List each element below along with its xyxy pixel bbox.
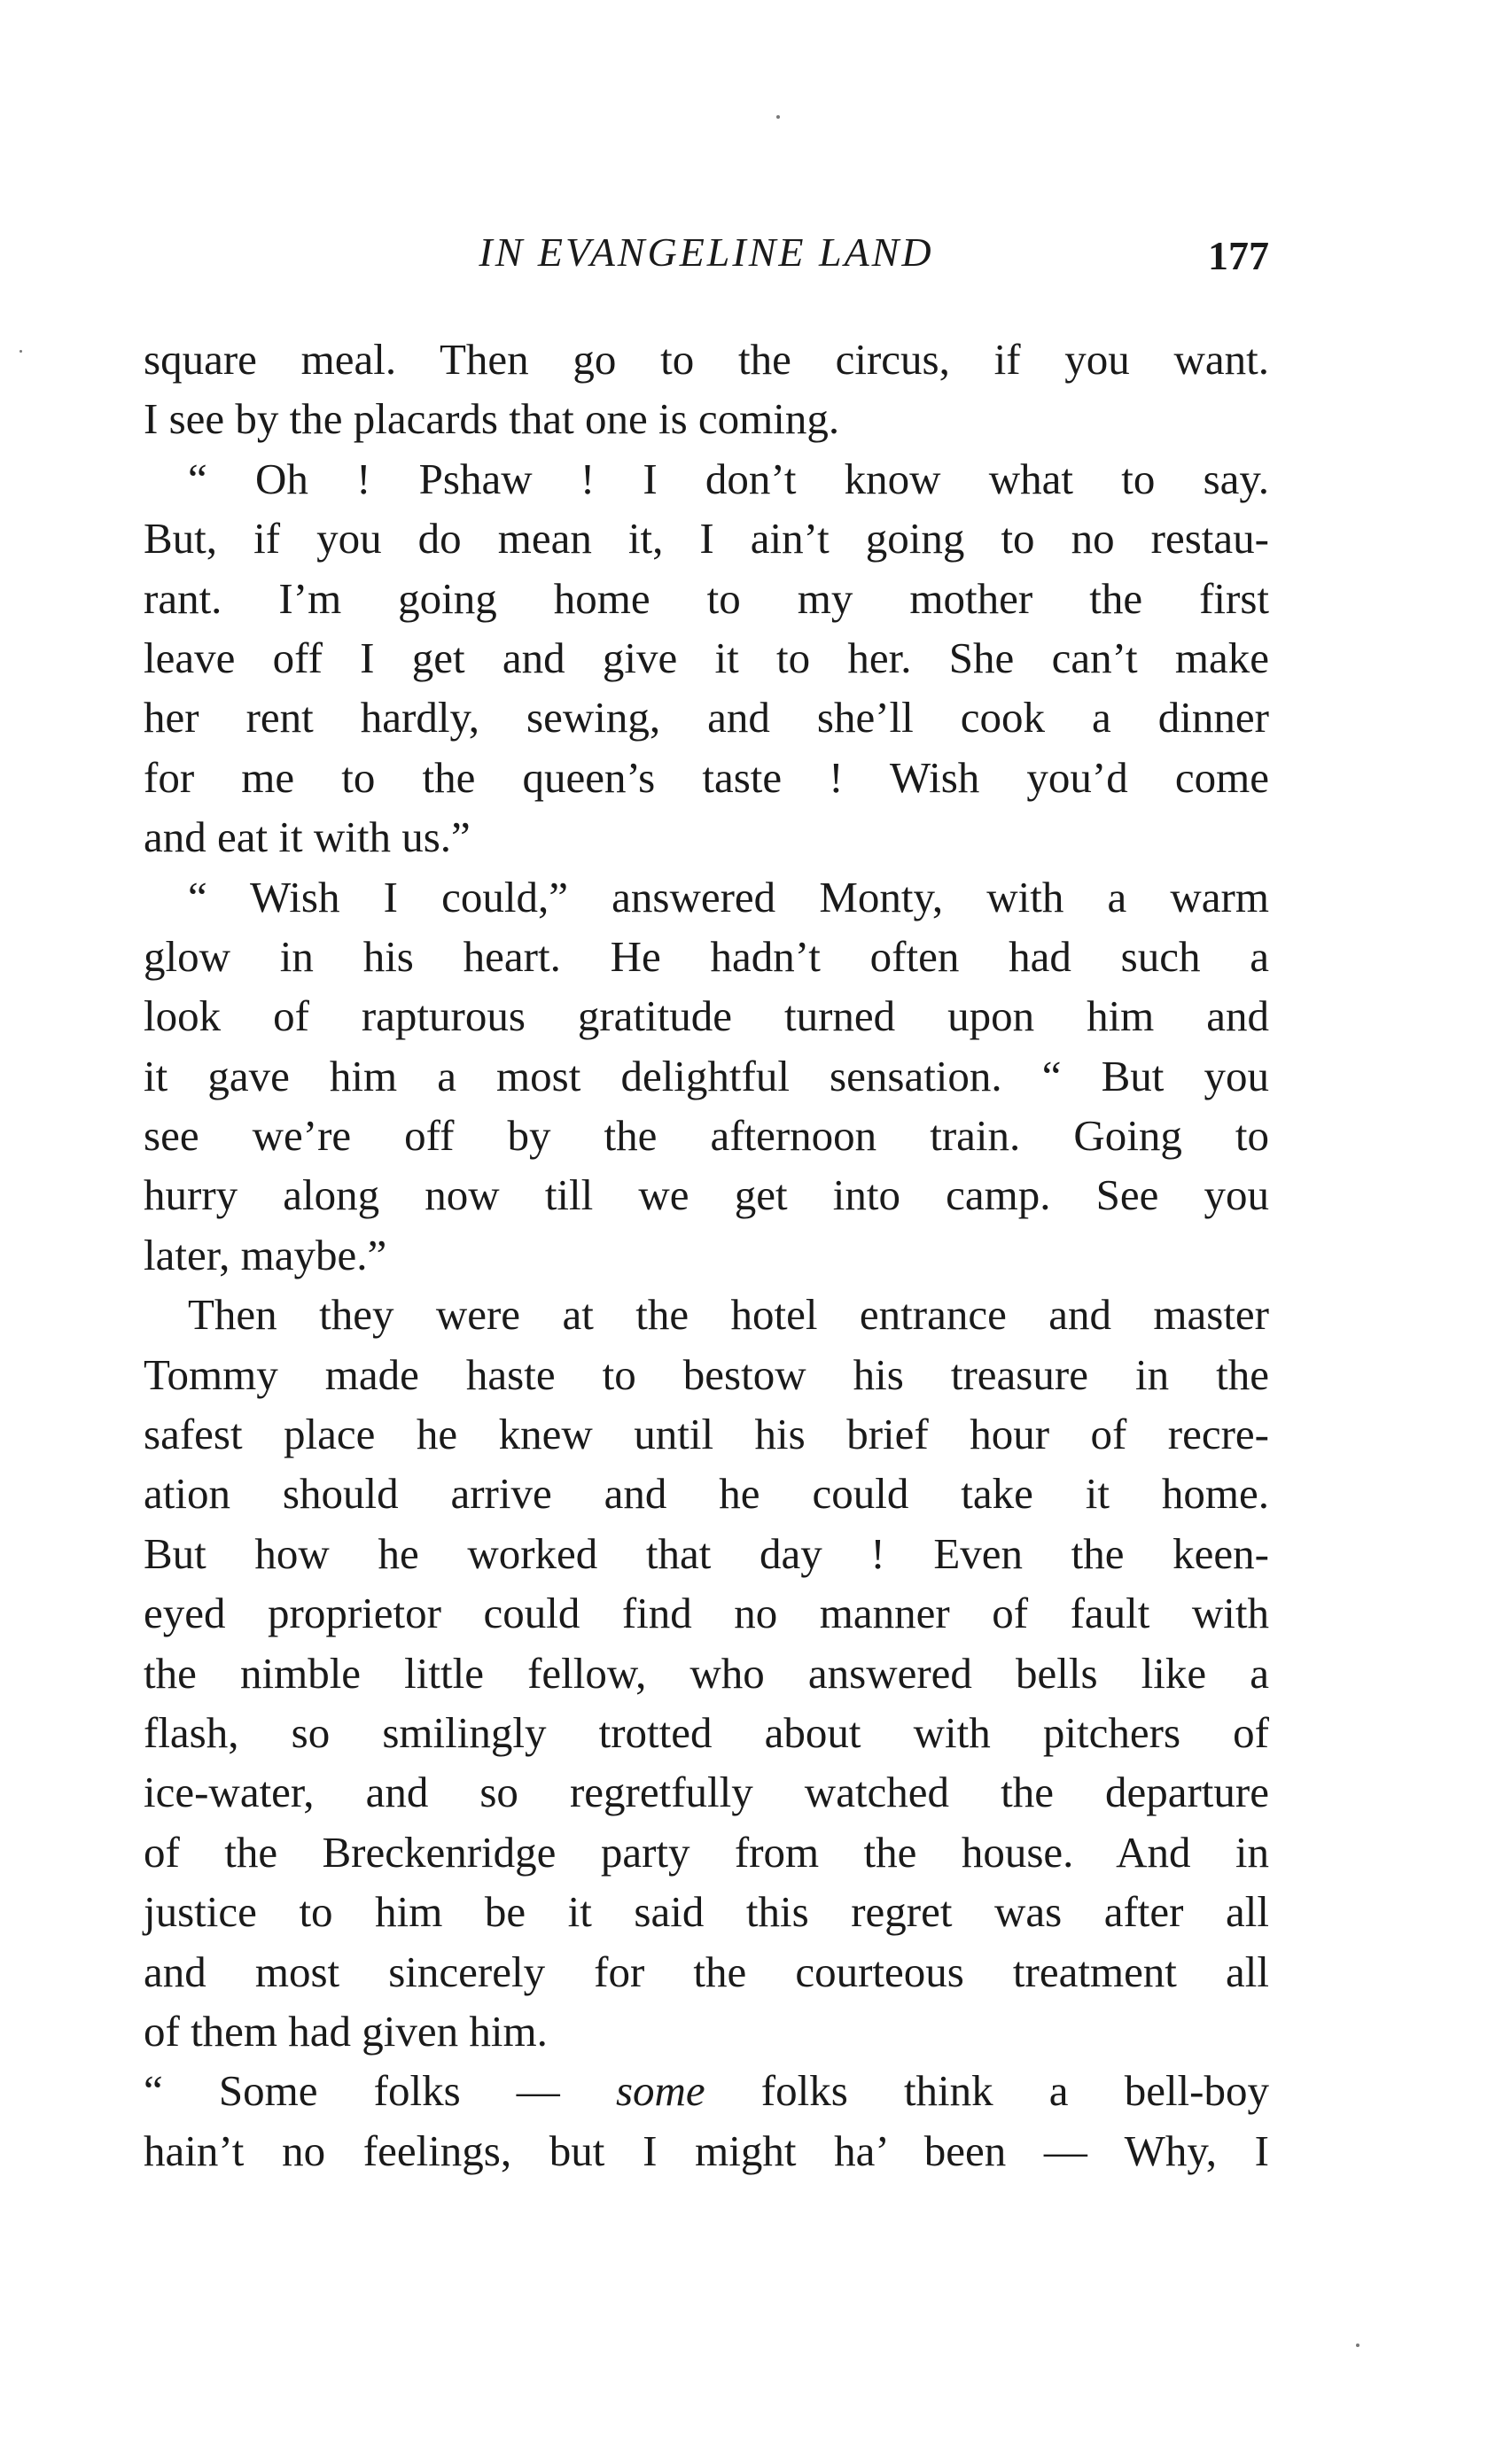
text-line: Then they were at the hotel entrance and master [188, 1290, 1269, 1340]
page-number: 177 [1208, 233, 1269, 278]
running-head [144, 229, 1269, 291]
text-line: flash, so smilingly trotted about with pitchers of [144, 1707, 1269, 1757]
text-line: it gave him a most delightful sensation. “ But you [144, 1051, 1269, 1100]
text-line: hurry along now till we get into camp. See you [144, 1170, 1269, 1220]
text-line: for me to the queen’s taste ! Wish you’d come [144, 752, 1269, 802]
running-title: IN EVANGELINE LAND [479, 229, 934, 275]
text-line: of the Breckenridge party from the house. And in [144, 1827, 1269, 1877]
text-line: and most sincerely for the courteous treatment all [144, 1947, 1269, 1996]
text-line: her rent hardly, sewing, and she’ll cook a dinner [144, 693, 1269, 742]
text-segment: folks think a bell-boy [705, 2066, 1269, 2116]
emphasized-word: some [615, 2066, 705, 2116]
text-line: ice-water, and so regretfully watched the departure [144, 1768, 1269, 1817]
text-line: leave off I get and give it to her. She can’t make [144, 633, 1269, 682]
text-line: square meal. Then go to the circus, if you want. [144, 335, 1269, 384]
text-line: ation should arrive and he could take it home. [144, 1469, 1269, 1519]
text-line: justice to him be it said this regret was after all [144, 1887, 1269, 1937]
text-line: later, maybe.” [144, 1230, 387, 1279]
text-line: But, if you do mean it, I ain’t going to no restau- [144, 514, 1269, 564]
text-line: the nimble little fellow, who answered bells like a [144, 1648, 1269, 1698]
text-line: I see by the placards that one is coming. [144, 394, 840, 444]
body-text [144, 330, 1269, 2180]
text-lines [144, 330, 1269, 2061]
text-line: “ Oh ! Pshaw ! I don’t know what to say. [188, 454, 1269, 503]
paper-speck [776, 115, 780, 119]
text-line: hain’t no feelings, but I might ha’ been — Why, I [144, 2126, 1269, 2175]
text-line: safest place he knew until his brief hour of recre- [144, 1410, 1269, 1459]
text-line: of them had given him. [144, 2006, 548, 2056]
paper-speck [19, 350, 22, 353]
paper-speck [1356, 2344, 1359, 2347]
text-line: look of rapturous gratitude turned upon him and [144, 991, 1269, 1041]
text-line: see we’re off by the afternoon train. Going to [144, 1111, 1269, 1161]
text-line [144, 2061, 1269, 2120]
text-line: But how he worked that day ! Even the keen- [144, 1528, 1269, 1578]
text-line: eyed proprietor could find no manner of fault with [144, 1589, 1269, 1638]
text-segment: “ Some folks — [144, 2066, 616, 2116]
text-line: rant. I’m going home to my mother the first [144, 573, 1269, 623]
text-line: glow in his heart. He hadn’t often had such a [144, 931, 1269, 981]
text-line: and eat it with us.” [144, 812, 471, 862]
text-line: “ Wish I could,” answered Monty, with a warm [188, 872, 1269, 921]
text-line: Tommy made haste to bestow his treasure in the [144, 1349, 1269, 1399]
